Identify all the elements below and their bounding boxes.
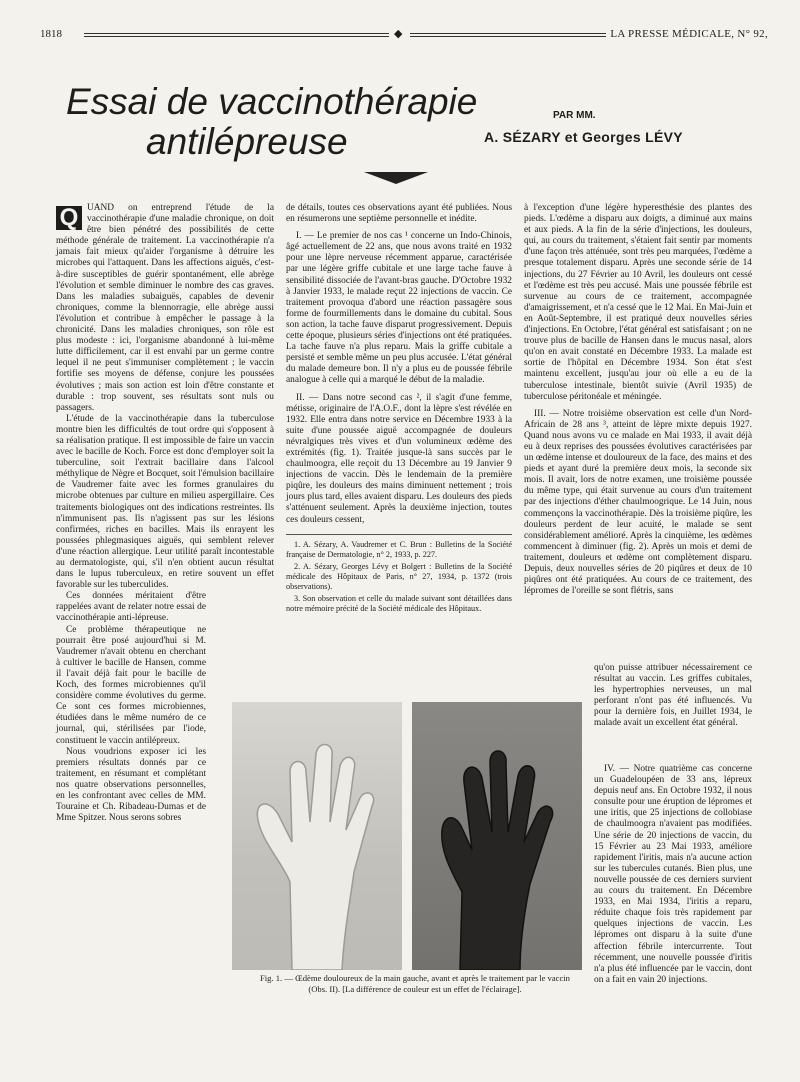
- case-2-paragraph: II. — Dans notre second cas ², il s'agit d'une femme, métisse, originaire de l'A.O.F., dont la lèpre s'est révélée en 1932. Elle entra dans notre service en Décembre 1933 à la suite d'une poussée aiguë accompagnée de douleurs névralgiques très vives et d'un volumineux œdème des extrémités (fig. 1). Traitée jusque-là sans succès par le chaulmoogra, elle reçoit du 13 Décembre au 19 Janvier 9 injections de vaccin. Dès le lendemain de la première piqûre, les douleurs des mains diminuent nettement ; trois jours plus tard, elles avaient disparu. Les douleurs des pieds s'atténuent seulement. Après la deuxième injection, toutes ces douleurs cessent,: [286, 392, 512, 525]
- paragraph: Nous voudrions exposer ici les premiers résultats donnés par ce traitement, en résumant et complétant nos quatre observations personnelles, en les confrontant avec celles de MM. Touraine et Ch. Ribadeau-Dumas et de Mme Spitzer. Nous serons sobres: [56, 746, 206, 824]
- drop-cap: Q: [56, 206, 82, 230]
- paragraph: Ces données méritaient d'être rappelées avant de relater notre essai de vaccinothérapie anti-lépreuse.: [56, 591, 206, 624]
- paragraph: Ce problème thérapeutique ne pourrait être posé aujourd'hui si M. Vaudremer n'avait obtenu en cherchant à cultiver le bacille de Hansen, comme il l'avait déjà fait pour le bacille de Koch, des formes microbiennes qu'il considère comme évolutives du germe. Ce sont ces formes microbiennes, étudiées dans le même numéro de ce journal, qui, stérilisées par l'iode, constituent le vaccin antilépreux.: [56, 624, 206, 746]
- column-2: [286, 203, 512, 616]
- hand-light-illustration: [232, 702, 402, 970]
- figure-caption: Fig. 1. — Œdème douloureux de la main gauche, avant et après le traitement par le vaccin (Obs. II). [La différence de couleur est un effet de l'éclairage].: [260, 973, 570, 994]
- paragraph: qu'on puisse attribuer nécessairement ce résultat au vaccin. Les griffes cubitales, les hypertrophies nerveuses, un mal perforant n'ont pas été influencés. Vu pour la dernière fois, en Juillet 1934, le malade avait un excellent état général.: [594, 663, 752, 729]
- intro-paragraph: Q UAND on entreprend l'étude de la vaccinothérapie d'une maladie chronique, on doit être bien pénétré des possibilités de cette méthode générale de traitement. La vaccinothérapie n'a jamais fait mieux qu'aider l'organisme à détruire les microbes qui l'attaquent. Dans les affections aiguës, c'est-à-dire susceptibles de guérir spontanément, elle abrège l'évolution et semble diminuer le nombre des cas graves. Dans les maladies subaiguës, capables de devenir chroniques, comme la blennorragie, elle abrège aussi l'évolution et contribue à empêcher le passage à la chronicité. Dans les maladies chroniques, son rôle est plus modeste : ici, l'organisme abandonné à lui-même lutte difficilement, car il est envahi par un germe contre lequel il ne peut s'immuniser complètement ; le vaccin fortifie ses moyens de défense, conjure les poussées évolutives ; mais son action est loin d'être constante et durable : trop souvent, ses résultats sont nuls ou passagers.: [56, 203, 274, 413]
- journal-title: LA PRESSE MÉDICALE, N° 92,: [610, 28, 768, 40]
- case-3-paragraph: III. — Notre troisième observation est celle d'un Nord-Africain de 28 ans ³, atteint de lèpre mixte depuis 1927. Quand nous avons vu ce malade en Mai 1933, il avait déjà eu à deux reprises des poussées évolutives caractérisées par un œdème intense et douloureux de la face, des mains et des pieds et ayant duré la première deux mois, la seconde six mois. Il avait, lors de notre examen, une troisième poussée du même type, qui était survenue au cours d'un traitement par des injections d'éther chaulmoogrique. Le 14 Juin, nous commençons la vaccinothérapie. Dès la troisième piqûre, les douleurs perdent de leur acuité, le malade se sent considérablement amélioré. Après la cinquième, les œdèmes commencent à diminuer (fig. 2). Après un mois et demi de traitement, douleurs et œdème ont complètement disparu. Depuis, deux nouvelles séries de 20 piqûres et deux de 10 piqûres ont été pratiquées. Au cours de ce traitement, des lépromes de l'oreille se sont flétris, sans: [524, 408, 752, 597]
- paragraph: L'étude de la vaccinothérapie dans la tuberculose montre bien les difficultés de tout ordre qui s'opposent à sa réalisation pratique. Il est impossible de faire un vaccin avec le bacille de Koch. Force est donc d'employer soit la tuberculine, soit l'extrait bacillaire dans l'alcool méthylique de Nègre et Bocquet, soit l'émulsion bacillaire de Vaudremer faite avec les formes granulaires du microbe obtenues par culture en milieu aspergillaire. Ces traitements biologiques ont des indications restreintes. Ils n'immunisent pas. Ils n'agissent pas sur les lésions confirmées, riches en bacilles. Mais ils enrayent les poussées phlegmasiques aiguës, qui semblent relever d'une réaction allergique. Leur utilité paraît incontestable au dermatologiste, qui, s'il n'en obtient aucun résultat dans le lupus tuberculeux, en retire souvent un effet favorable sur les tuberculides.: [56, 413, 274, 591]
- article-title: [66, 81, 478, 162]
- figure-photo-after-treatment: [412, 702, 582, 970]
- column-3: [524, 203, 752, 597]
- footnotes: [286, 534, 512, 614]
- header-rule-right: [410, 33, 606, 37]
- column-3-continued: [594, 663, 752, 730]
- footnote-3: 3. Son observation et celle du malade suivant sont détaillées dans notre mémoire précité de la Société médicale des Hôpitaux.: [286, 593, 512, 613]
- figure-photo-before-treatment: [232, 702, 402, 970]
- running-header: [40, 28, 768, 44]
- header-ornament: ◆: [394, 28, 403, 40]
- footnote-1: 1. A. Sézary, A. Vaudremer et C. Brun : Bulletins de la Société française de Dermatologie, n° 2, 1933, p. 227.: [286, 539, 512, 559]
- case-4-paragraph: IV. — Notre quatrième cas concerne un Guadeloupéen de 33 ans, lépreux depuis neuf ans. En Octobre 1932, il nous consulte pour une éruption de lépromes et une iritis, que 25 injections de collobiase de chaulmoogra n'avaient pas modifiées. Une série de 20 injections de vaccin, du 15 Février au 23 Mai 1933, améliore rapidement l'iritis, mais n'a aucune action sur les tubercules cutanés. Bien plus, une nouvelle poussée de ces derniers survient au cours du traitement. En Décembre 1933, en Mai 1934, l'iritis a reparu, réduite chaque fois très rapidement par quelques injections de vaccin. Les lépromes ont disparu à la suite d'une affection fébrile intercurrente. Tout récemment, une nouvelle poussée d'iritis n'a plus été influencée par le vaccin, dont on a fait en vain 20 injections.: [594, 764, 752, 985]
- column-3-case-4: [594, 764, 752, 986]
- byline-prefix: PAR MM.: [553, 110, 596, 121]
- hand-dark-illustration: [412, 702, 582, 970]
- footnote-2: 2. A. Sézary, Georges Lévy et Bolgert : Bulletins de la Société médicale des Hôpitaux de Paris, n° 27, 1934, p. 1372 (trois observations).: [286, 561, 512, 591]
- section-ornament-triangle: [364, 172, 428, 184]
- case-1-paragraph: I. — Le premier de nos cas ¹ concerne un Indo-Chinois, âgé actuellement de 22 ans, que nous avons traité en 1932 pour une lèpre nerveuse récemment apparue, caractérisée par une légère griffe cubitale et une large tache fauve à sensibilité dissociée de l'avant-bras gauche. D'Octobre 1932 à Janvier 1933, le malade reçut 22 injections de vaccin. Ce traitement provoqua d'abord une réaction passagère sous forme de fourmillements dans le domaine du cubital. Sous son action, la tache fauve disparut progressivement. Depuis cette époque, plusieurs séries d'injections ont été pratiquées. La tache fauve n'a plus reparu. Mais la griffe cubitale a persisté et semble même un peu plus accusée. L'état général du malade demeure bon. Il n'y a plus eu de poussée fébrile analogue à celle qui a marqué le début de la maladie.: [286, 231, 512, 386]
- paragraph: à l'exception d'une légère hyperesthésie des plantes des pieds. L'œdème a disparu aux doigts, a diminué aux mains et aux pieds. A la fin de la série d'injections, les douleurs, qui, au cours du traitement, s'étaient fait sentir par moments d'une façon très atténuée, sont très peu marquées, l'œdème a presque totalement disparu. Après une seconde série de 14 injections, du 27 Février au 10 Avril, les douleurs ont cessé et l'œdème est très peu accusé. Mais une poussée fébrile est survenue au cours de ce traitement, accompagnée d'amaigrissement, et n'a cessé que le 12 Mai. En Mai-Juin et en Août-Septembre, il est pratiqué deux nouvelles séries d'injections. En Octobre, l'état général est satisfaisant ; on ne trouve plus de bacille de Hansen dans le mucus nasal, alors qu'on en avait constaté en Décembre 1933. La malade est sortie de l'hôpital en Décembre 1934. Son état s'est maintenu excellent, jusqu'au jour où elle a eu de la tuberculose intestinale, bientôt suivie (Avril 1935) de tuberculose péritonéale et méningée.: [524, 203, 752, 402]
- authors: A. SÉZARY et Georges LÉVY: [484, 129, 683, 145]
- page-number: 1818: [40, 28, 62, 40]
- paragraph: de détails, toutes ces observations ayant été publiées. Nous en résumerons une septième personnelle et inédite.: [286, 203, 512, 225]
- header-rule-left: [84, 33, 389, 37]
- title-line-2: antilépreuse: [146, 121, 348, 162]
- title-line-1: Essai de vaccinothérapie: [66, 81, 478, 122]
